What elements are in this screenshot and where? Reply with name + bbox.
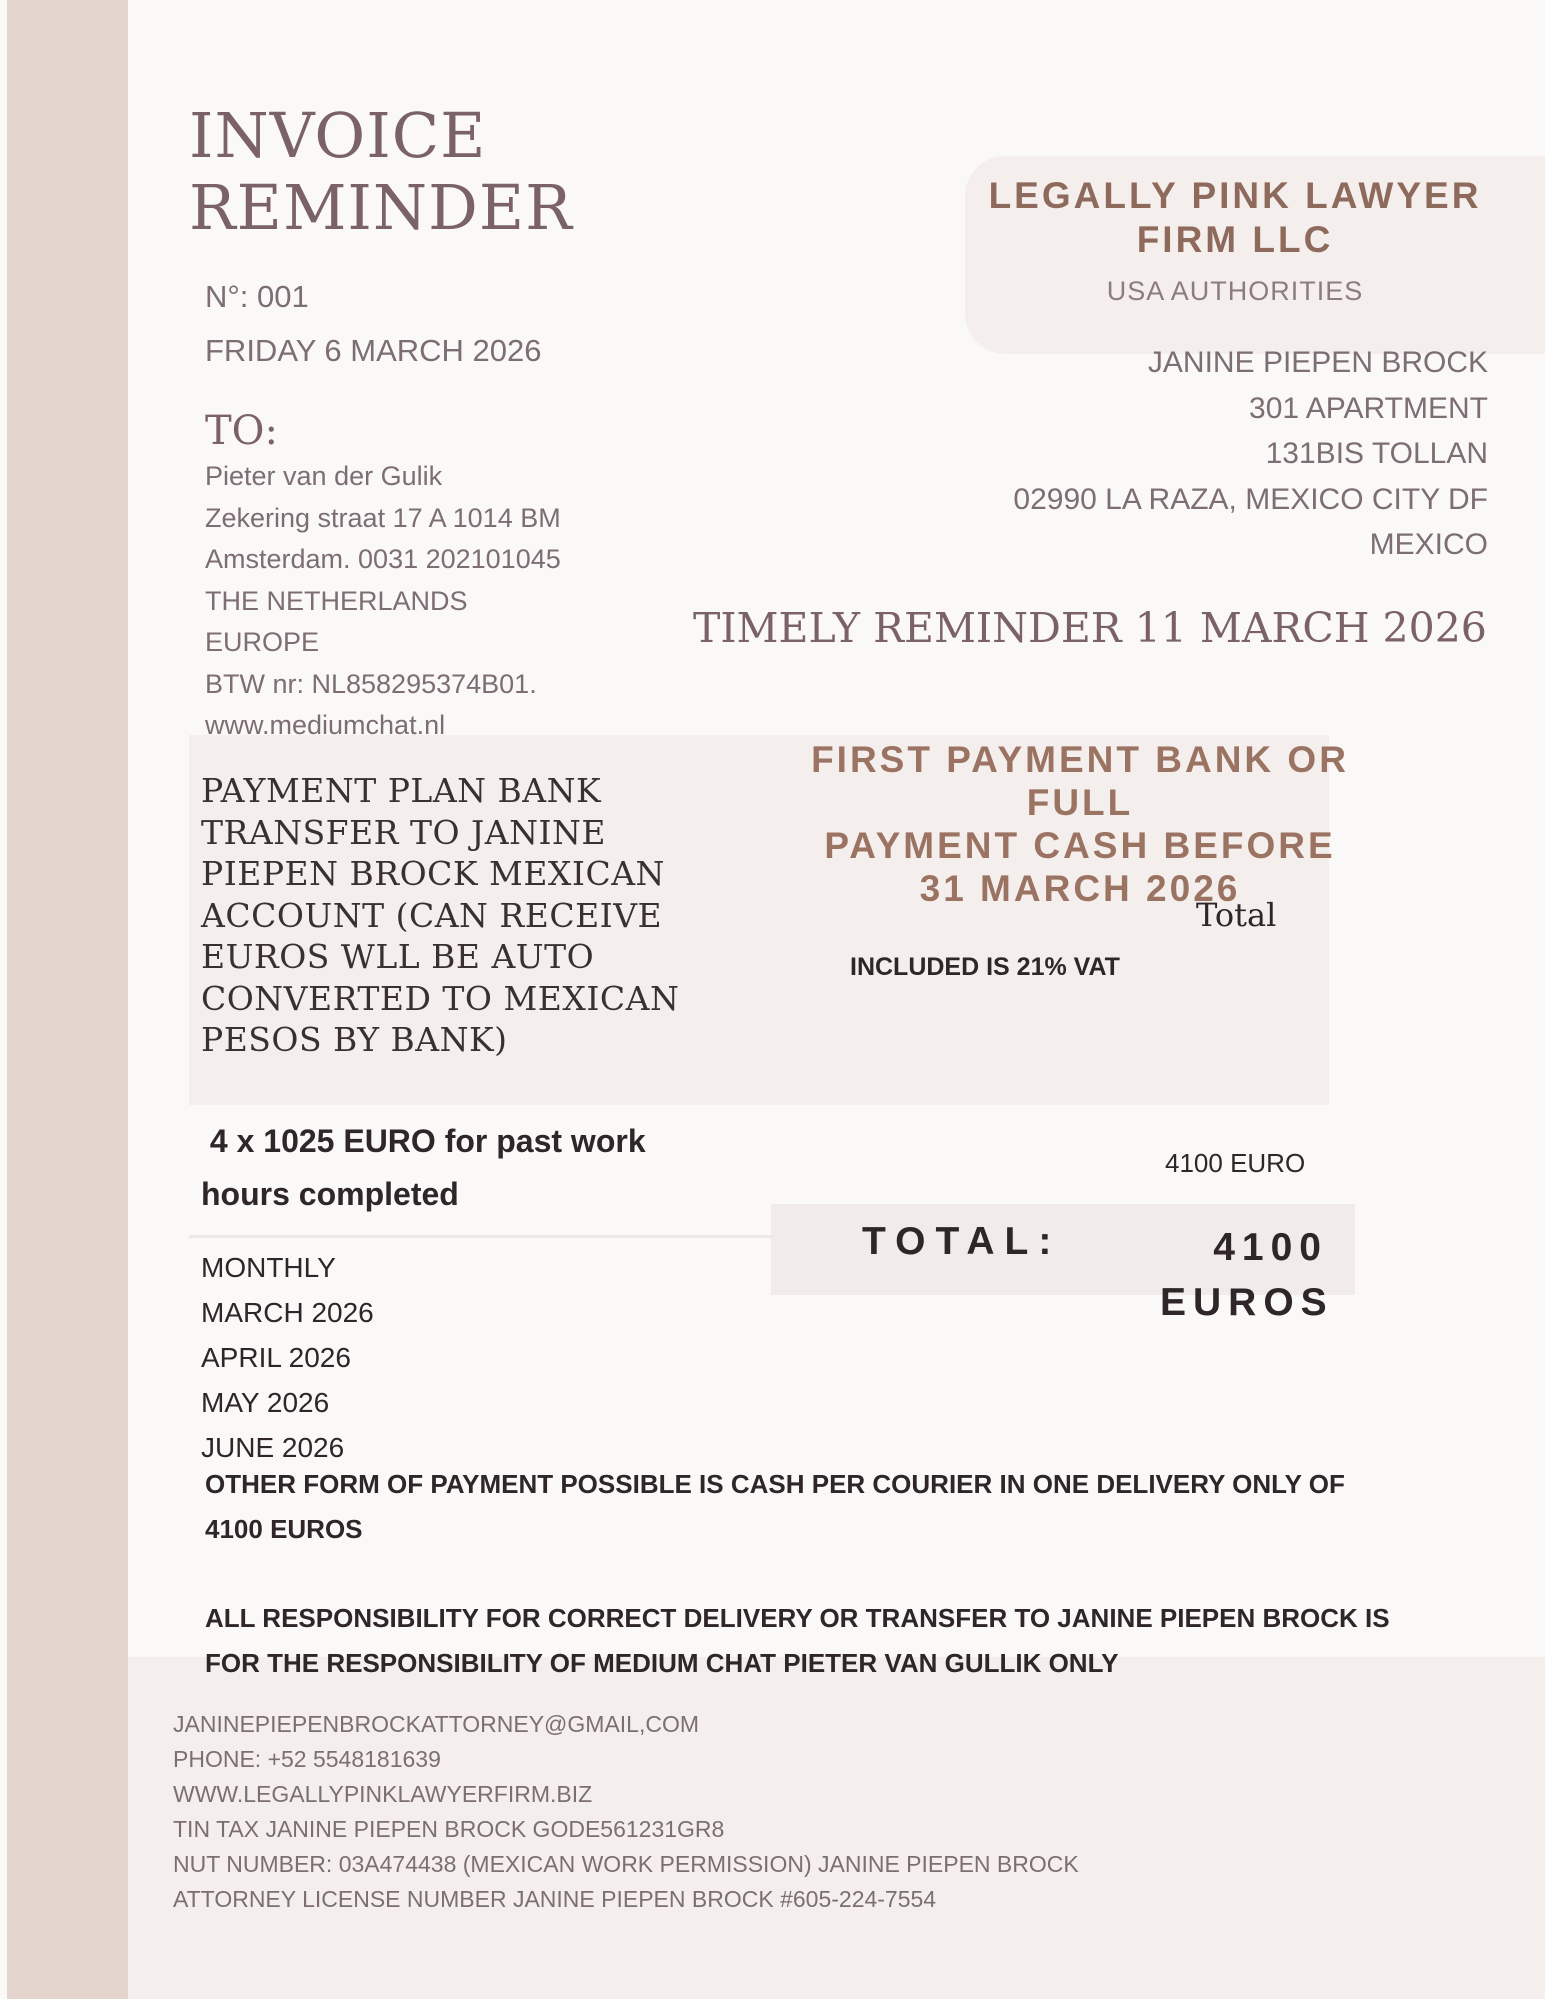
total-label: TOTAL: bbox=[862, 1220, 1062, 1263]
cash-notice bbox=[205, 1462, 1445, 1552]
invoice-title bbox=[189, 100, 573, 244]
recipient-line: THE NETHERLANDS bbox=[205, 585, 468, 616]
footer-tax-id: TIN TAX JANINE PIEPEN BROCK GODE561231GR8 bbox=[173, 1816, 725, 1842]
schedule-item: APRIL 2026 bbox=[201, 1342, 351, 1373]
line-item-amount: 4100 EURO bbox=[1165, 1148, 1306, 1178]
firm-name-line-1: LEGALLY PINK LAWYER bbox=[988, 175, 1482, 216]
to-label: TO: bbox=[205, 408, 278, 454]
invoice-date: FRIDAY 6 MARCH 2026 bbox=[205, 333, 542, 368]
line-item-description bbox=[201, 1115, 646, 1221]
footer-phone: PHONE: +52 5548181639 bbox=[173, 1746, 441, 1772]
responsibility-line-2: FOR THE RESPONSIBILITY OF MEDIUM CHAT PIETER VAN GULLIK ONLY bbox=[205, 1648, 1119, 1678]
firm-name bbox=[965, 174, 1505, 262]
footer-contact bbox=[173, 1707, 1079, 1917]
plan-line: ACCOUNT (CAN RECEIVE bbox=[201, 895, 663, 935]
total-value-currency: EUROS bbox=[1160, 1281, 1334, 1324]
line-item-line-1: 4 x 1025 EURO for past work bbox=[201, 1123, 646, 1159]
firm-address-line: MEXICO bbox=[1369, 528, 1488, 561]
deadline-line: PAYMENT CASH BEFORE bbox=[824, 825, 1336, 866]
firm-address-line: 131BIS TOLLAN bbox=[1265, 437, 1488, 470]
plan-line: PAYMENT PLAN BANK bbox=[201, 771, 602, 810]
schedule-item: MONTHLY bbox=[201, 1252, 336, 1283]
item-divider bbox=[189, 1235, 774, 1238]
title-line-2: REMINDER bbox=[189, 171, 573, 244]
schedule-item: JUNE 2026 bbox=[201, 1432, 345, 1463]
footer-website: WWW.LEGALLYPINKLAWYERFIRM.BIZ bbox=[173, 1781, 593, 1807]
firm-address bbox=[1013, 340, 1488, 568]
total-value-amount: 4100 bbox=[1213, 1226, 1328, 1269]
reminder-heading: TIMELY REMINDER 11 MARCH 2026 bbox=[693, 604, 1487, 652]
responsibility-notice bbox=[205, 1596, 1445, 1686]
invoice-number: N°: 001 bbox=[205, 279, 309, 314]
schedule-item: MARCH 2026 bbox=[201, 1297, 374, 1328]
firm-address-line: 02990 LA RAZA, MEXICO CITY DF bbox=[1013, 482, 1488, 516]
cash-notice-line-1: OTHER FORM OF PAYMENT POSSIBLE IS CASH PER COURIER IN ONE DELIVERY ONLY OF bbox=[205, 1469, 1345, 1499]
plan-line: TRANSFER TO JANINE bbox=[201, 812, 606, 852]
recipient-line: BTW nr: NL858295374B01. bbox=[205, 668, 537, 699]
side-strip bbox=[7, 0, 128, 1999]
deadline-line: 31 MARCH 2026 bbox=[919, 868, 1241, 909]
plan-line: PESOS BY BANK) bbox=[201, 1020, 508, 1059]
recipient-line: Zekering straat 17 A 1014 BM bbox=[205, 502, 561, 533]
firm-name-line-2: FIRM LLC bbox=[1136, 219, 1334, 260]
firm-address-line: 301 APARTMENT bbox=[1249, 391, 1488, 425]
plan-line: PIEPEN BROCK MEXICAN bbox=[201, 854, 665, 893]
recipient-website: www.mediumchat.nl bbox=[205, 710, 446, 740]
total-column-label: Total bbox=[1196, 896, 1277, 934]
firm-subtitle: USA AUTHORITIES bbox=[1106, 276, 1364, 306]
title-line-1: INVOICE bbox=[189, 99, 487, 172]
vat-note: INCLUDED IS 21% VAT bbox=[850, 953, 1120, 981]
recipient-line: EUROPE bbox=[205, 627, 320, 657]
footer-nut-number: NUT NUMBER: 03A474438 (MEXICAN WORK PERMISSION) JANINE PIEPEN BROCK bbox=[173, 1851, 1079, 1877]
payment-schedule bbox=[201, 1245, 374, 1470]
cash-notice-line-2: 4100 EUROS bbox=[205, 1514, 363, 1544]
plan-line: EUROS WLL BE AUTO bbox=[201, 937, 595, 976]
deadline-line: FIRST PAYMENT BANK OR FULL bbox=[811, 739, 1349, 823]
recipient-line: Amsterdam. 0031 202101045 bbox=[205, 544, 561, 574]
payment-plan-text bbox=[201, 770, 701, 1061]
line-item-line-2: hours completed bbox=[201, 1176, 459, 1212]
responsibility-line-1: ALL RESPONSIBILITY FOR CORRECT DELIVERY OR TRANSFER TO JANINE PIEPEN BROCK IS bbox=[205, 1603, 1390, 1633]
payment-deadline bbox=[760, 738, 1400, 910]
plan-line: CONVERTED TO MEXICAN bbox=[201, 978, 680, 1018]
schedule-item: MAY 2026 bbox=[201, 1387, 330, 1418]
firm-address-line: JANINE PIEPEN BROCK bbox=[1147, 346, 1488, 379]
recipient-address bbox=[205, 456, 561, 747]
footer-license: ATTORNEY LICENSE NUMBER JANINE PIEPEN BROCK #605-224-7554 bbox=[173, 1886, 937, 1912]
total-value bbox=[1160, 1220, 1334, 1330]
footer-email: JANINEPIEPENBROCKATTORNEY@GMAIL,COM bbox=[173, 1711, 700, 1737]
recipient-line: Pieter van der Gulik bbox=[205, 461, 443, 491]
